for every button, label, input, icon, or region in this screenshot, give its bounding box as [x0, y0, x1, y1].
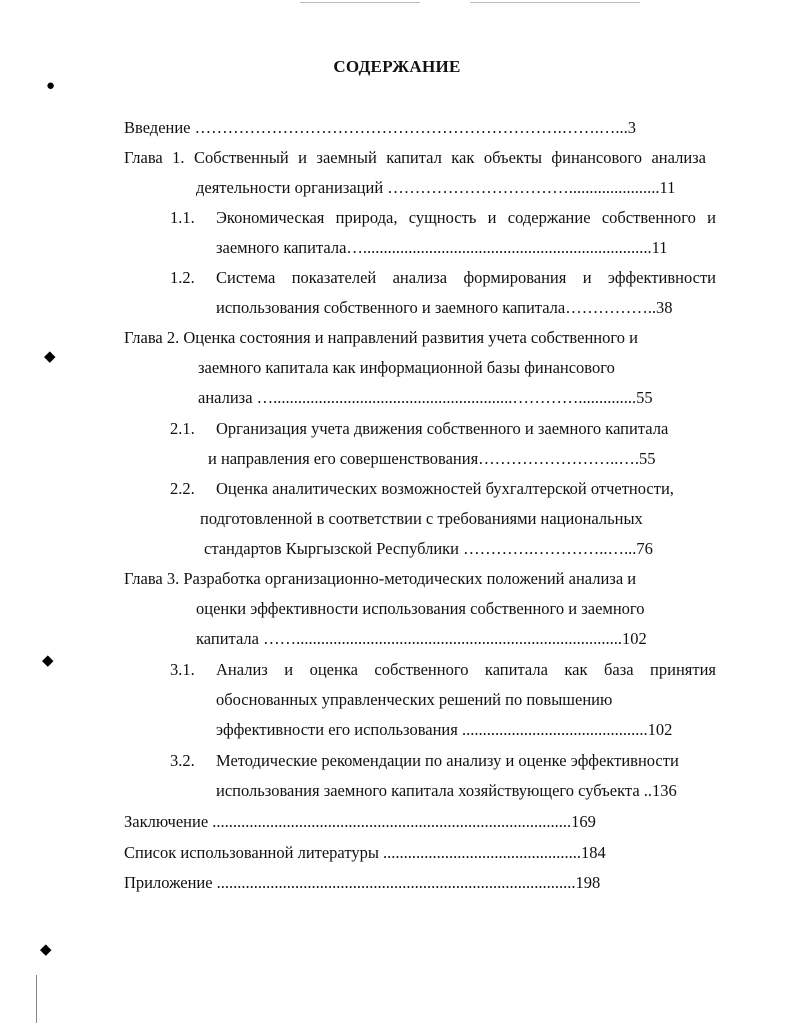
toc-chapter-2-line-1: Глава 2. Оценка состояния и направлений развития учета собственного и — [124, 328, 638, 347]
toc-entry-appendix: Приложение .......................................................................................198 — [124, 873, 601, 892]
toc-chapter-2-line-2: заемного капитала как информационной базы финансового — [198, 358, 615, 377]
toc-section-number: 2.1. — [170, 419, 195, 438]
toc-section-2-2-line-1: Оценка аналитических возможностей бухгалтерской отчетности, — [216, 479, 674, 498]
toc-section-1-1-line-2: заемного капитала…......................................................................11 — [216, 238, 668, 257]
toc-section-3-1-line-2: обоснованных управленческих решений по повышению — [216, 690, 613, 709]
toc-chapter-1-line-1: Глава 1. Собственный и заемный капитал как объекты финансового анализа — [124, 148, 706, 167]
toc-section-3-2-line-2: использования заемного капитала хозяйствующего субъекта ..136 — [216, 781, 677, 800]
toc-entry-intro: Введение ………………………………………………………….…….…...3 — [124, 118, 637, 137]
toc-section-2-1-line-2: и направления его совершенствования……………………..….55 — [208, 449, 656, 468]
toc-section-2-1-line-1: Организация учета движения собственного и заемного капитала — [216, 419, 669, 438]
toc-chapter-2-line-3: анализа …..........................................................…………..............55 — [198, 388, 653, 407]
toc-entry-conclusion: Заключение .......................................................................................169 — [124, 812, 596, 831]
toc-chapter-1-line-2: деятельности организаций ……………………………......................11 — [196, 178, 676, 197]
toc-section-3-2-line-1: Методические рекомендации по анализу и оценке эффективности — [216, 751, 679, 770]
toc-entry-literature: Список использованной литературы ................................................184 — [124, 843, 606, 862]
toc-section-2-2-line-3: стандартов Кыргызской Республики ………….…………..…...76 — [204, 539, 653, 558]
toc-section-number: 1.1. — [170, 208, 195, 227]
toc-section-number: 3.2. — [170, 751, 195, 770]
toc-section-3-1-line-3: эффективности его использования .............................................102 — [216, 720, 673, 739]
toc-section-3-1-line-1: Анализ и оценка собственного капитала как база принятия — [216, 660, 716, 679]
toc-section-1-1-line-1: Экономическая природа, сущность и содержание собственного и — [216, 208, 716, 227]
scan-artifact-edge — [36, 975, 37, 1023]
toc-section-1-2-line-2: использования собственного и заемного капитала……………..38 — [216, 298, 673, 317]
binding-hole-mark: ● — [46, 78, 56, 94]
page-title: СОДЕРЖАНИЕ — [333, 57, 461, 76]
toc-section-2-2-line-2: подготовленной в соответствии с требованиями национальных — [200, 509, 643, 528]
binding-hole-mark: ◆ — [40, 942, 52, 958]
toc-chapter-3-line-1: Глава 3. Разработка организационно-методических положений анализа и — [124, 569, 637, 588]
toc-section-number: 1.2. — [170, 268, 195, 287]
toc-chapter-3-line-3: капитала ……...............................................................................102 — [196, 629, 647, 648]
toc-section-number: 3.1. — [170, 660, 195, 679]
toc-chapter-3-line-2: оценки эффективности использования собственного и заемного — [196, 599, 645, 618]
toc-section-number: 2.2. — [170, 479, 195, 498]
binding-hole-mark: ◆ — [42, 653, 54, 669]
binding-hole-mark: ◆ — [44, 349, 56, 365]
scan-artifact-line — [300, 2, 420, 3]
scan-artifact-line — [470, 2, 640, 3]
toc-section-1-2-line-1: Система показателей анализа формирования и эффективности — [216, 268, 716, 287]
